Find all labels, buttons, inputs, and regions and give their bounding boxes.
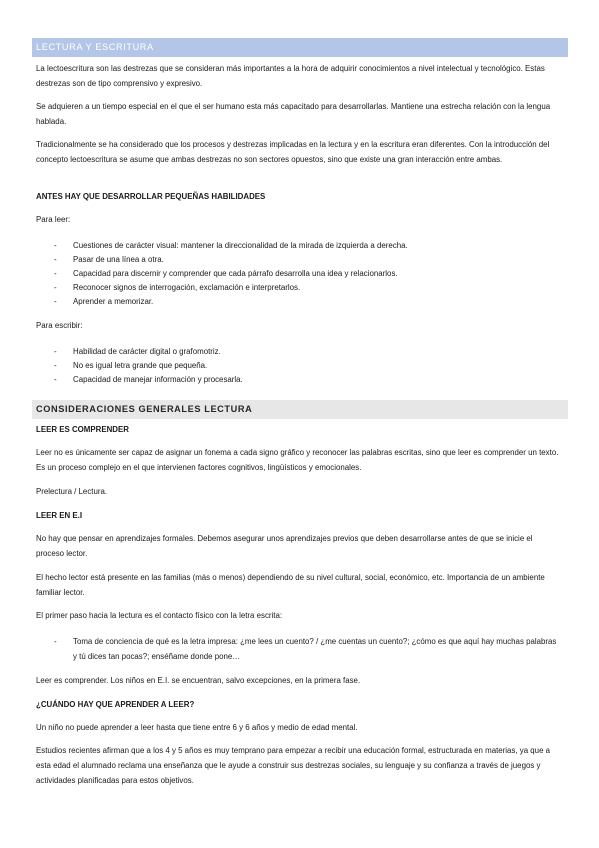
heading-cuando-aprender: ¿CUÁNDO HAY QUE APRENDER A LEER? [36, 700, 195, 709]
paragraph-aprendizajes: No hay que pensar en aprendizajes formales. Debemos asegurar unos aprendizajes previos que deben desarrollarse antes de que se inicie el proceso lector. [36, 534, 533, 559]
paragraph-edad-mental: Un niño no puede aprender a leer hasta que tiene entre 6 y 6 años y medio de edad mental. [36, 723, 358, 732]
paragraph-hecho-lector: El hecho lector está presente en las familias (más o menos) dependiendo de su nivel cultural, social, económico, etc. Importancia de un ambiente familiar lector. [36, 573, 545, 598]
paragraph-leer-es-comprender: Leer es comprender. Los niños en E.I. se encuentran, salvo excepciones, en la primera fase. [36, 676, 361, 685]
paragraph-prelectura: Prelectura / Lectura. [36, 487, 108, 496]
section-header-lectura-escritura: LECTURA Y ESCRITURA [32, 38, 568, 57]
paragraph-estudios-recientes: Estudios recientes afirman que a los 4 y 5 años es muy temprano para empezar a recibir una educación formal, estructurada en materias, ya que a esta edad el alumnado reclama una enseñanza que le ayude a construir sus destrezas sociales, su lenguaje y su confianza a través de juegos y actividades planificadas para estos objetivos. [36, 746, 551, 786]
section-header-consideraciones: CONSIDERACIONES GENERALES LECTURA [32, 400, 568, 419]
paragraph-intro: La lectoescritura son las destrezas que se consideran más importantes a la hora de adquirir conocimientos a nivel intelectual y tecnológico. Estas destrezas son de tipo comprensivo y expresivo. [36, 64, 545, 89]
heading-leer-es-comprender: LEER ES COMPRENDER [36, 425, 129, 434]
document-page: LECTURA Y ESCRITURA La lectoescritura son las destrezas que se consideran más importantes a la hora de adquirir conocimientos a nivel intelectual y tecnológico. Estas destrezas son de tipo comprensivo y expresivo. Se adquieren a un tiempo especial en el que el ser humano esta más capacitado para desarrollarlas. Mantiene una estrecha relación con la lengua hablada. Tradicionalmente se ha considerado que los procesos y destrezas implicadas en la lectura y en la escritura eran diferentes. Con la introducción del concepto lectoescritura se asume que ambas destrezas no son sectores opuestos, sino que existe una gran interacción entre ambas. ANTES HAY QUE DESARROLLAR PEQUEÑAS HABILIDADES Para leer: - Cuestiones de carácter visual: mantener la direccionalidad de la mirada de izquierda a derecha. - Pasar de una línea a otra. - Capacidad para discernir y comprender que cada párrafo desarrolla una idea y relacionarlos. - Reconocer signos de interrogación, exclamación e interpretarlos. - Aprender a memorizar. Para escribir: - Habilidad de carácter digital o grafomotriz. - No es igual letra grande que pequeña. - Capacidad de manejar información y procesarla. CONSIDERACIONES GENERALES LECTURA LEER ES COMPRENDER Leer no es únicamente ser capaz de asignar un fonema a cada signo gráfico y reconocer las palabras escritas, sino que leer es comprender un texto. Es un proceso complejo en el que intervienen factores cognitivos, lingüísticos y emocionales. Prelectura / Lectura. LEER EN E.I No hay que pensar en aprendizajes formales. Debemos asegurar unos aprendizajes previos que deben desarrollarse antes de que se inicie el proceso lector. El hecho lector está presente en las familias (más o menos) dependiendo de su nivel cultural, social, económico, etc. Importancia de un ambiente familiar lector. El primer paso hacia la lectura es el contacto físico con la letra escrita: - Toma de conciencia de qué es la letra impresa: ¿me lees un cuento? / ¿me cuentas un cuento?; ¿cómo es que aquí hay muchas palabras y tú dices tan pocas?; enséñame donde pone… Leer es comprender. Los niños en E.I. se encuentran, salvo excepciones, en la primera fase. ¿CUÁNDO HAY QUE APRENDER A LEER? Un niño no puede aprender a leer hasta que tiene entre 6 y 6 años y medio de edad mental. Estudios recientes afirman que a los 4 y 5 años es muy temprano para empezar a recibir una educación formal, estructurada en materias, ya que a esta edad el alumnado reclama una enseñanza que le ayude a construir sus destrezas sociales, su lenguaje y su confianza a través de juegos y actividades planificadas para estos objetivos. [0, 0, 599, 848]
label-para-leer: Para leer: [36, 215, 71, 224]
paragraph-tradicionalmente: Tradicionalmente se ha considerado que los procesos y destrezas implicadas en la lectura y en la escritura eran diferentes. Con la introducción del concepto lectoescritura se asume que ambas destrezas no son sectores opuestos, sino que existe una gran interacción entre ambas. [36, 140, 550, 165]
label-para-escribir: Para escribir: [36, 321, 83, 330]
paragraph-primer-paso: El primer paso hacia la lectura es el contacto físico con la letra escrita: [36, 611, 283, 620]
heading-leer-en-ei: LEER EN E.I [36, 511, 83, 520]
paragraph-leer-no-es: Leer no es únicamente ser capaz de asignar un fonema a cada signo gráfico y reconocer las palabras escritas, sino que leer es comprender un texto. Es un proceso complejo en el que intervienen factores cognitivos, lingüísticos y emocionales. [36, 448, 559, 473]
subheading-habilidades: ANTES HAY QUE DESARROLLAR PEQUEÑAS HABILIDADES [36, 192, 266, 201]
paragraph-adquisicion: Se adquieren a un tiempo especial en el que el ser humano esta más capacitado para desarrollarlas. Mantiene una estrecha relación con la lengua hablada. [36, 102, 551, 127]
